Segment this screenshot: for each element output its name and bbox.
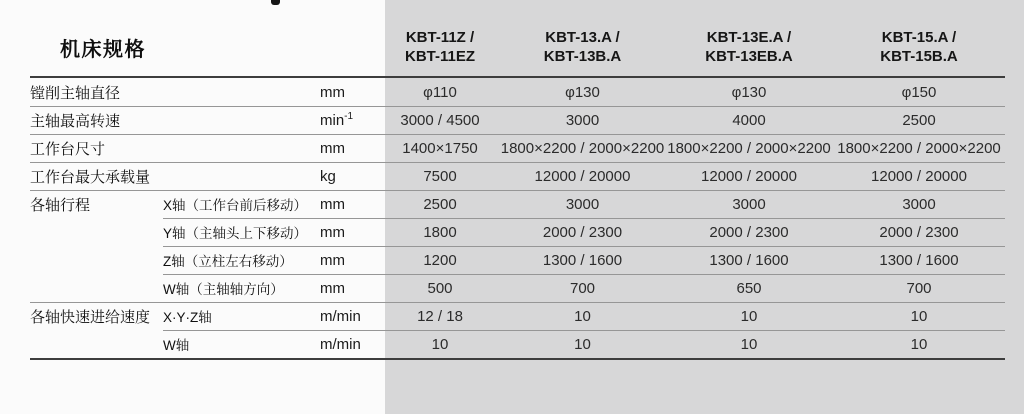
spec-row [30, 302, 1005, 330]
spec-value: 10 [910, 307, 928, 325]
table-body [30, 78, 1005, 358]
model-name-line1: KBT-11Z / [405, 29, 475, 46]
spec-value: 700 [906, 279, 932, 297]
row-separator-line [163, 218, 1005, 219]
spec-value: 1800×2200 / 2000×2200 [837, 139, 1001, 157]
row-separator-line [163, 246, 1005, 247]
spec-row [30, 246, 1005, 274]
spec-value: 10 [574, 335, 591, 353]
unit-base: mm [320, 195, 345, 213]
spec-value: 1800 [423, 223, 457, 241]
row-unit [320, 224, 380, 241]
model-name-line2: KBT-13B.A [543, 48, 622, 65]
row-sublabel: W轴（主轴轴方向） [163, 282, 284, 297]
row-label: 工作台尺寸 [30, 140, 106, 158]
page-title: 机床规格 [60, 39, 146, 61]
row-unit [320, 252, 380, 269]
spec-value: 1300 / 1600 [879, 251, 959, 269]
spec-value: 7500 [423, 167, 457, 185]
row-unit [320, 84, 380, 101]
spec-value: 10 [740, 335, 758, 353]
row-separator-line [163, 330, 1005, 331]
spec-value: 1400×1750 [402, 139, 478, 157]
row-separator-line [30, 302, 1005, 303]
spec-value: 1800×2200 / 2000×2200 [667, 139, 831, 157]
spec-value: 3000 [902, 195, 936, 213]
spec-value: φ110 [423, 83, 457, 101]
unit-base: mm [320, 223, 345, 241]
spec-row [30, 106, 1005, 134]
spec-value: 3000 [732, 195, 766, 213]
model-name-line2: KBT-11EZ [404, 48, 476, 65]
spec-row [30, 190, 1005, 218]
model-name-line1: KBT-13E.A / [706, 29, 792, 46]
spec-value: 10 [574, 307, 591, 325]
spec-value: 2000 / 2300 [709, 223, 789, 241]
spec-value: 500 [427, 279, 453, 297]
spec-value: 10 [740, 307, 758, 325]
unit-base: m/min [320, 307, 361, 325]
row-label: 各轴快速进给速度 [30, 308, 151, 326]
spec-value: 1300 / 1600 [709, 251, 789, 269]
column-header-model-1 [500, 14, 665, 66]
column-header-model-0 [380, 14, 500, 66]
row-sublabel: Z轴（立柱左右移动） [163, 254, 293, 269]
spec-value: 1300 / 1600 [542, 251, 623, 269]
spec-value: 3000 / 4500 [400, 111, 480, 129]
row-sublabel: X·Y·Z轴 [163, 310, 212, 325]
row-unit [320, 168, 380, 185]
model-name-line2: KBT-13EB.A [705, 48, 793, 65]
model-name-line2: KBT-15B.A [880, 48, 958, 65]
spec-value: φ150 [901, 83, 937, 101]
spec-row [30, 78, 1005, 106]
row-label: 各轴行程 [30, 196, 91, 214]
spec-value: 2000 / 2300 [879, 223, 959, 241]
row-separator-line [30, 106, 1005, 107]
row-label: 工作台最大承载量 [30, 168, 151, 186]
row-separator-line [163, 274, 1005, 275]
spec-value: 12000 / 20000 [701, 167, 797, 185]
spec-row [30, 330, 1005, 358]
unit-base: mm [320, 279, 345, 297]
row-unit [320, 112, 380, 129]
row-separator-line [30, 162, 1005, 163]
model-name-line1: KBT-13.A / [545, 29, 620, 46]
spec-value: 10 [431, 335, 449, 353]
row-unit [320, 308, 380, 325]
spec-value: φ130 [731, 83, 767, 101]
unit-base: mm [320, 139, 345, 157]
spec-value: 700 [569, 279, 596, 297]
spec-value: 1200 [423, 251, 457, 269]
row-sublabel: W轴 [163, 338, 190, 353]
spec-row [30, 162, 1005, 190]
row-unit [320, 196, 380, 213]
spec-value: 2500 [902, 111, 936, 129]
spec-value: 3000 [565, 195, 600, 213]
unit-base: min [320, 111, 345, 129]
spec-value: φ130 [565, 83, 600, 101]
spec-value: 12000 / 20000 [871, 167, 967, 185]
row-sublabel: Y轴（主轴头上下移动） [163, 226, 308, 241]
row-separator-line [30, 134, 1005, 135]
unit-base: m/min [320, 335, 361, 353]
spec-value: 3000 [565, 111, 600, 129]
row-unit [320, 140, 380, 157]
spec-value: 650 [736, 279, 762, 297]
column-header-model-2 [665, 14, 833, 66]
spec-value: 10 [910, 335, 928, 353]
row-unit [320, 280, 380, 297]
spec-table [30, 0, 1005, 414]
unit-base: mm [320, 83, 345, 101]
column-header-model-3 [833, 14, 1005, 66]
spec-value: 2000 / 2300 [542, 223, 623, 241]
spec-value: 4000 [732, 111, 766, 129]
spec-value: 2500 [423, 195, 457, 213]
model-name-line1: KBT-15.A / [881, 29, 957, 46]
unit-base: mm [320, 251, 345, 269]
spec-row [30, 218, 1005, 246]
unit-superscript: -1 [344, 110, 354, 122]
spec-row [30, 134, 1005, 162]
row-separator-line [30, 190, 1005, 191]
row-sublabel: X轴（工作台前后移动） [163, 198, 308, 213]
row-label: 主轴最高转速 [30, 112, 121, 130]
unit-base: kg [320, 167, 336, 185]
bottom-divider-line [30, 358, 1005, 360]
row-label: 镗削主轴直径 [30, 84, 121, 102]
spec-value: 12 / 18 [417, 307, 463, 325]
spec-value: 12000 / 20000 [534, 167, 631, 185]
spec-value: 1800×2200 / 2000×2200 [500, 139, 665, 157]
table-header-row [30, 14, 1005, 66]
row-unit [320, 336, 380, 353]
spec-row [30, 274, 1005, 302]
